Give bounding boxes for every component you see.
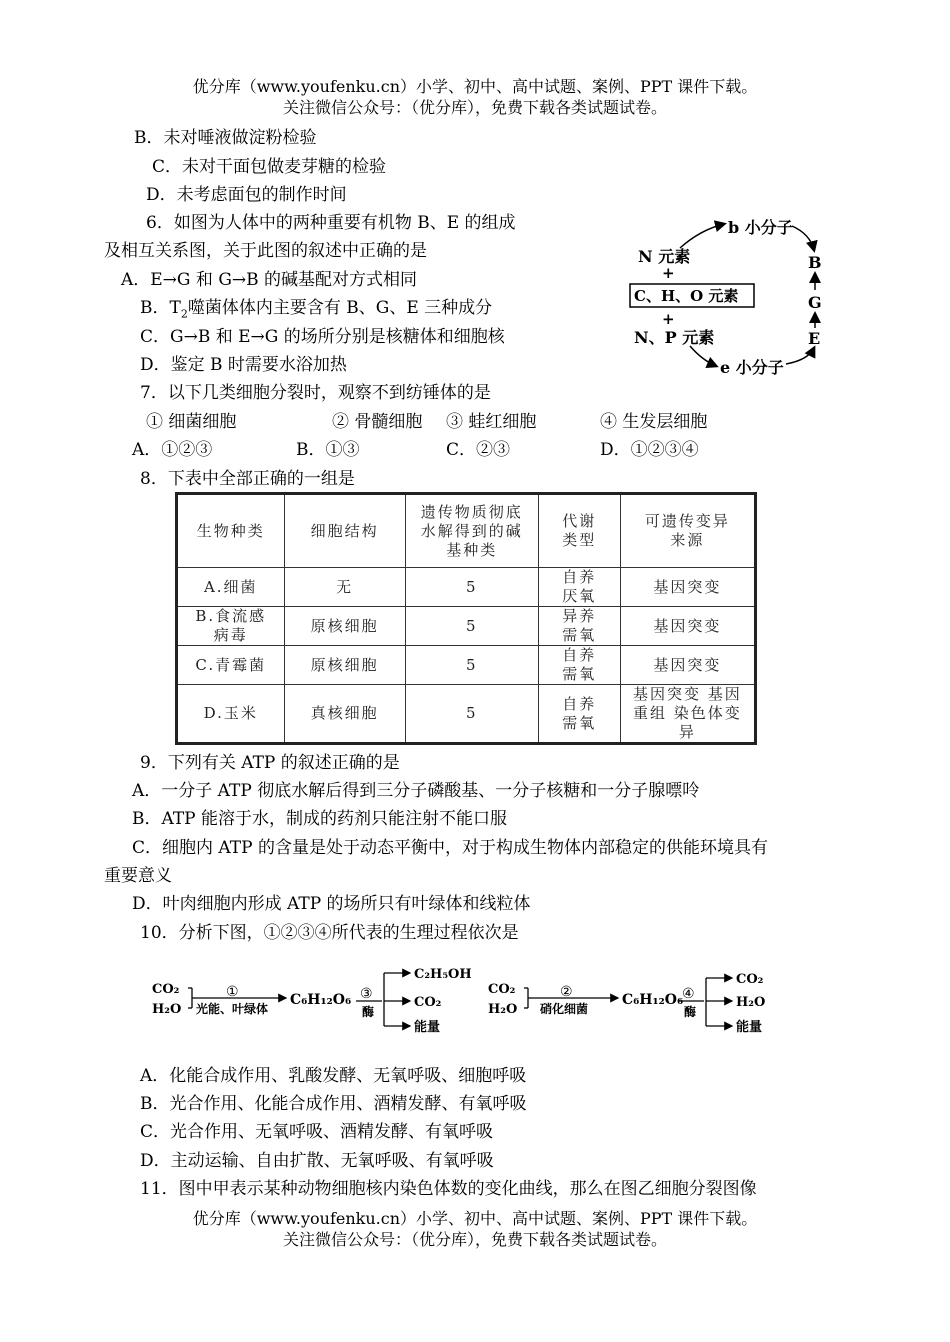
cell-metabolism: 异养需氧 — [538, 607, 620, 646]
header-organism: 生物种类 — [177, 494, 285, 568]
cell-organism: D.玉米 — [177, 685, 285, 744]
q7-item-2: ② 骨髓细胞 — [332, 412, 423, 432]
q9-option-c-2: 重要意义 — [104, 866, 172, 886]
co2-label-2: CO₂ — [488, 982, 516, 997]
q7-item-4: ④ 生发层细胞 — [600, 412, 708, 432]
header-metabolism: 代谢类型 — [538, 494, 620, 568]
cell-structure: 真核细胞 — [284, 685, 405, 744]
footer-line-1: 优分库（www.youfenku.cn）小学、初中、高中试题、案例、PPT 课件下载。 — [192, 1209, 758, 1228]
np-element-label: N、P 元素 — [634, 328, 715, 347]
cell-variation: 基因突变 基因重组 染色体变异 — [620, 685, 755, 744]
q9-option-d: D．叶肉细胞内形成 ATP 的场所只有叶绿体和线粒体 — [132, 894, 531, 914]
q5-option-c: C．未对干面包做麦芽糖的检验 — [152, 157, 387, 177]
q6-option-b-pre: B．T — [140, 298, 181, 318]
h2o-label-2: H₂O — [488, 1002, 518, 1017]
process-1-label: ① — [226, 984, 239, 1000]
cell-organism: A.细菌 — [177, 568, 285, 607]
q5-option-b: B．未对唾液做淀粉检验 — [134, 128, 317, 148]
q7-stem: 7．以下几类细胞分裂时，观察不到纺锤体的是 — [140, 383, 491, 403]
cell-bases: 5 — [405, 568, 538, 607]
q6-stem-2: 及相互关系图，关于此图的叙述中正确的是 — [104, 241, 427, 261]
cell-bases: 5 — [405, 685, 538, 744]
q8-stem: 8．下表中全部正确的一组是 — [140, 469, 355, 489]
q10-option-b: B．光合作用、化能合成作用、酒精发酵、有氧呼吸 — [140, 1094, 527, 1114]
glucose-label-1: C₆H₁₂O₆ — [290, 992, 352, 1008]
table-row — [177, 685, 756, 744]
q10-option-c: C．光合作用、无氧呼吸、酒精发酵、有氧呼吸 — [140, 1122, 494, 1142]
ethanol-label: C₂H₅OH — [414, 967, 472, 982]
q9-option-c-1: C．细胞内 ATP 的含量是处于动态平衡中，对于构成生物体内部稳定的供能环境具有 — [132, 838, 768, 858]
q5-option-d: D．未考虑面包的制作时间 — [146, 185, 347, 205]
q6-option-c: C．G→B 和 E→G 的场所分别是核糖体和细胞核 — [140, 327, 505, 347]
q9-stem: 9．下列有关 ATP 的叙述正确的是 — [140, 753, 400, 773]
q6-stem-1: 6．如图为人体中的两种重要有机物 B、E 的组成 — [146, 213, 516, 233]
h2o-label: H₂O — [152, 1002, 182, 1017]
q6-option-a: A．E→G 和 G→B 的碱基配对方式相同 — [121, 270, 418, 290]
cell-metabolism: 自养需氧 — [538, 685, 620, 744]
node-g: G — [808, 293, 822, 312]
cell-variation: 基因突变 — [620, 607, 755, 646]
q6-option-d: D．鉴定 B 时需要水浴加热 — [140, 355, 347, 375]
q7-option-d: D．①②③④ — [600, 440, 699, 460]
q9-option-a: A．一分子 ATP 彻底水解后得到三分子磷酸基、一分子核糖和一分子腺嘌呤 — [132, 781, 700, 801]
q7-option-b: B．①③ — [296, 440, 360, 460]
header-cell-structure: 细胞结构 — [284, 494, 405, 568]
n-element-label: N 元素 — [638, 247, 691, 266]
table-row — [177, 568, 756, 607]
node-e: E — [808, 329, 821, 348]
table-row — [177, 607, 756, 646]
arrow-np-to-e-molecule — [690, 346, 716, 366]
cell-structure: 原核细胞 — [284, 646, 405, 685]
q10-option-d: D．主动运输、自由扩散、无氧呼吸、有氧呼吸 — [140, 1151, 494, 1171]
table-row — [177, 646, 756, 685]
plus-1: + — [662, 264, 675, 282]
cell-metabolism: 自养需氧 — [538, 646, 620, 685]
q9-option-b: B．ATP 能溶于水，制成的药剂只能注射不能口服 — [132, 809, 508, 829]
b-molecule-label: b 小分子 — [728, 218, 793, 237]
node-b: B — [808, 253, 822, 272]
q10-option-a: A．化能合成作用、乳酸发酵、无氧呼吸、细胞呼吸 — [140, 1066, 527, 1086]
q8-table — [175, 492, 757, 745]
light-chloroplast-label: 光能、叶绿体 — [196, 1002, 269, 1016]
cell-metabolism: 自养厌氧 — [538, 568, 620, 607]
q7-option-c: C．②③ — [446, 440, 511, 460]
cell-bases: 5 — [405, 607, 538, 646]
co2-product-label-1: CO₂ — [414, 995, 442, 1010]
q6-option-b-sub: 2 — [180, 307, 188, 321]
cell-variation: 基因突变 — [620, 568, 755, 607]
energy-label-2: 能量 — [736, 1020, 763, 1035]
cho-element-label: C、H、O 元素 — [634, 287, 739, 305]
enzyme-label-2: 酶 — [684, 1005, 697, 1019]
enzyme-label-1: 酶 — [362, 1005, 375, 1019]
q10-diagram — [148, 960, 798, 1038]
header-base-types: 遗传物质彻底水解得到的碱基种类 — [405, 494, 538, 568]
q6-option-b — [140, 297, 492, 325]
h2o-product-label: H₂O — [736, 995, 766, 1010]
q7-item-1: ① 细菌细胞 — [146, 412, 237, 432]
cell-organism: B.食流感病毒 — [177, 607, 285, 646]
process-2-label: ② — [560, 984, 573, 1000]
arrow-e-molecule-to-e — [786, 348, 814, 364]
glucose-label-2: C₆H₁₂O₆ — [622, 992, 684, 1008]
q6-option-b-post: 噬菌体体内主要含有 B、G、E 三种成分 — [187, 298, 493, 318]
q10-stem: 10．分析下图，①②③④所代表的生理过程依次是 — [140, 923, 519, 943]
co2-product-label-2: CO₂ — [736, 972, 764, 987]
energy-label-1: 能量 — [414, 1020, 441, 1035]
arrow-n-to-b — [680, 224, 724, 248]
cell-structure: 原核细胞 — [284, 607, 405, 646]
footer-line-2: 关注微信公众号：（优分库），免费下载各类试题试卷。 — [282, 1230, 667, 1249]
process-4-label: ④ — [682, 986, 695, 1002]
q11-stem: 11．图中甲表示某种动物细胞核内染色体数的变化曲线，那么在图乙细胞分裂图像 — [140, 1179, 757, 1199]
header-variation: 可遗传变异来源 — [620, 494, 755, 568]
cell-variation: 基因突变 — [620, 646, 755, 685]
header-line-1: 优分库（www.youfenku.cn）小学、初中、高中试题、案例、PPT 课件下载。 — [192, 77, 758, 96]
cell-organism: C.青霉菌 — [177, 646, 285, 685]
table-header-row — [177, 494, 756, 568]
header-line-2: 关注微信公众号：（优分库），免费下载各类试题试卷。 — [282, 98, 667, 117]
nitrifying-bacteria-label: 硝化细菌 — [540, 1002, 589, 1016]
process-3-label: ③ — [360, 986, 373, 1002]
e-molecule-label: e 小分子 — [720, 358, 784, 377]
cell-bases: 5 — [405, 646, 538, 685]
q6-diagram — [620, 210, 840, 380]
co2-label: CO₂ — [152, 982, 180, 997]
plus-2: + — [662, 310, 675, 328]
cell-structure: 无 — [284, 568, 405, 607]
q7-item-3: ③ 蛙红细胞 — [446, 412, 537, 432]
q7-option-a: A．①②③ — [132, 440, 213, 460]
arrow-b-molecule-to-b — [792, 226, 814, 250]
